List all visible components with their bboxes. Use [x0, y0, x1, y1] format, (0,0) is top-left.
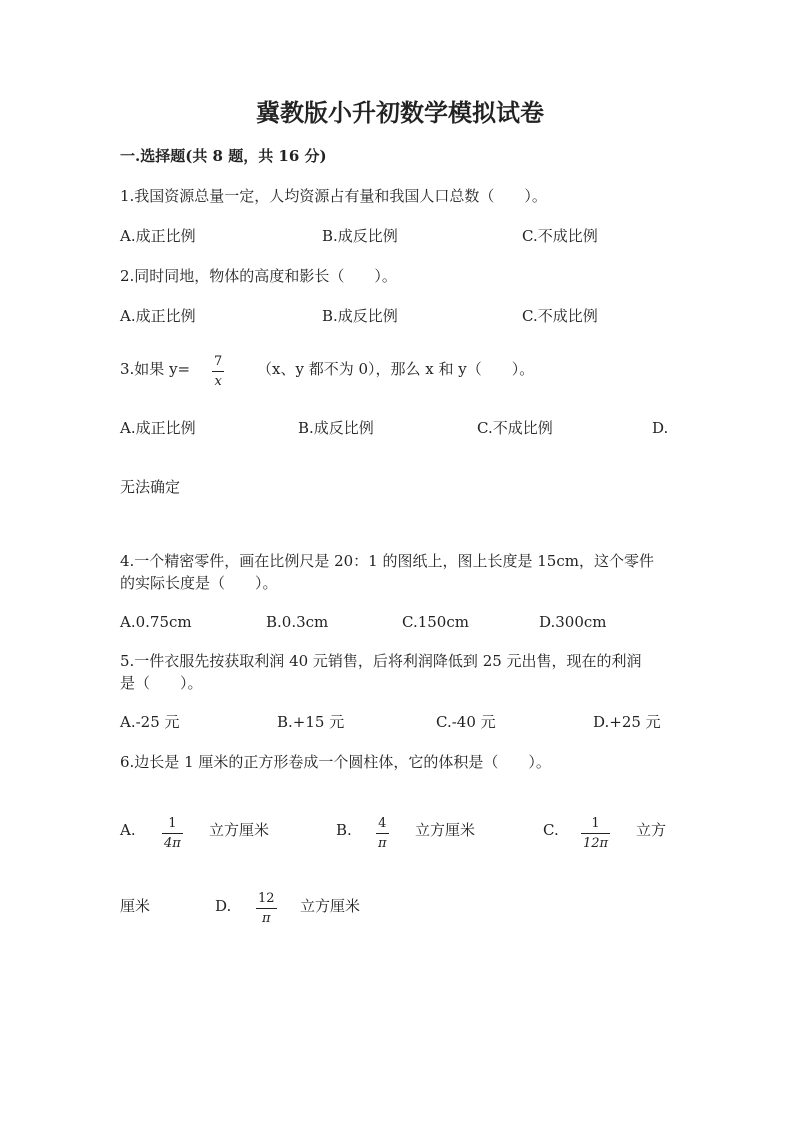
option-b[interactable]: B.成反比例: [322, 307, 398, 325]
option-b-label[interactable]: B.: [336, 821, 352, 839]
question-stem-line-1: 5.一件衣服先按获取利润 40 元销售，后将利润降低到 25 元出售，现在的利润: [120, 652, 642, 670]
option-a[interactable]: A.成正比例: [120, 307, 196, 325]
question-stem-prefix: 3.如果 y=: [120, 360, 191, 378]
question-stem-suffix: （x、y 都不为 0），那么 x 和 y（ ）。: [257, 360, 535, 378]
option-b[interactable]: B.成反比例: [322, 227, 398, 245]
option-a[interactable]: A.成正比例: [120, 227, 196, 245]
fraction-denominator: 4π: [164, 836, 181, 851]
option-c-label[interactable]: C.: [543, 821, 559, 839]
option-a[interactable]: A.0.75cm: [120, 613, 192, 631]
option-b-unit: 立方厘米: [415, 821, 476, 839]
fraction: [212, 355, 224, 388]
option-c[interactable]: C.150cm: [402, 613, 469, 631]
question-stem: 2.同时同地，物体的高度和影长（ ）。: [120, 267, 397, 285]
question-stem: 6.边长是 1 厘米的正方形卷成一个圆柱体，它的体积是（ ）。: [120, 753, 551, 771]
option-d-continuation: 无法确定: [120, 478, 181, 496]
option-d[interactable]: D.+25 元: [593, 713, 661, 731]
option-a[interactable]: A.成正比例: [120, 419, 196, 437]
option-c-fraction: [581, 817, 610, 850]
fraction-numerator: 1: [168, 816, 177, 831]
fraction-denominator: x: [214, 374, 222, 389]
fraction-numerator: 4: [378, 816, 387, 831]
question-stem-line-2: 的实际长度是（ ）。: [120, 574, 278, 592]
fraction-numerator: 1: [591, 816, 600, 831]
page-title: 冀教版小升初数学模拟试卷: [256, 98, 544, 127]
option-d[interactable]: D.300cm: [539, 613, 607, 631]
option-a[interactable]: A.-25 元: [120, 713, 180, 731]
fraction-denominator: π: [378, 836, 387, 851]
option-a-unit: 立方厘米: [209, 821, 270, 839]
fraction-denominator: 12π: [583, 836, 609, 851]
option-b[interactable]: B.0.3cm: [266, 613, 329, 631]
option-a-fraction: [162, 817, 183, 850]
question-stem: 1.我国资源总量一定，人均资源占有量和我国人口总数（ ）。: [120, 187, 547, 205]
fraction-numerator: 7: [214, 354, 223, 369]
option-d-unit: 立方厘米: [300, 897, 361, 915]
question-stem-line-2: 是（ ）。: [120, 674, 203, 692]
fraction-numerator: 12: [258, 891, 275, 906]
option-c[interactable]: C.不成比例: [477, 419, 553, 437]
option-a-label[interactable]: A.: [120, 821, 136, 839]
option-c-unit: 立方: [636, 821, 667, 839]
option-b[interactable]: B.成反比例: [298, 419, 374, 437]
option-d[interactable]: D.: [652, 419, 669, 437]
option-b-fraction: [376, 817, 389, 850]
option-c[interactable]: C.不成比例: [522, 307, 598, 325]
option-d-fraction: [256, 892, 277, 925]
question-stem-line-1: 4.一个精密零件，画在比例尺是 20：1 的图纸上，图上长度是 15cm，这个零件: [120, 552, 654, 570]
section-heading: 一.选择题(共 8 题，共 16 分): [120, 147, 327, 165]
option-c-unit-continuation: 厘米: [120, 897, 151, 915]
option-c[interactable]: C.-40 元: [436, 713, 496, 731]
option-b[interactable]: B.+15 元: [277, 713, 345, 731]
option-d-label[interactable]: D.: [215, 897, 232, 915]
fraction-denominator: π: [262, 911, 271, 926]
option-c[interactable]: C.不成比例: [522, 227, 598, 245]
